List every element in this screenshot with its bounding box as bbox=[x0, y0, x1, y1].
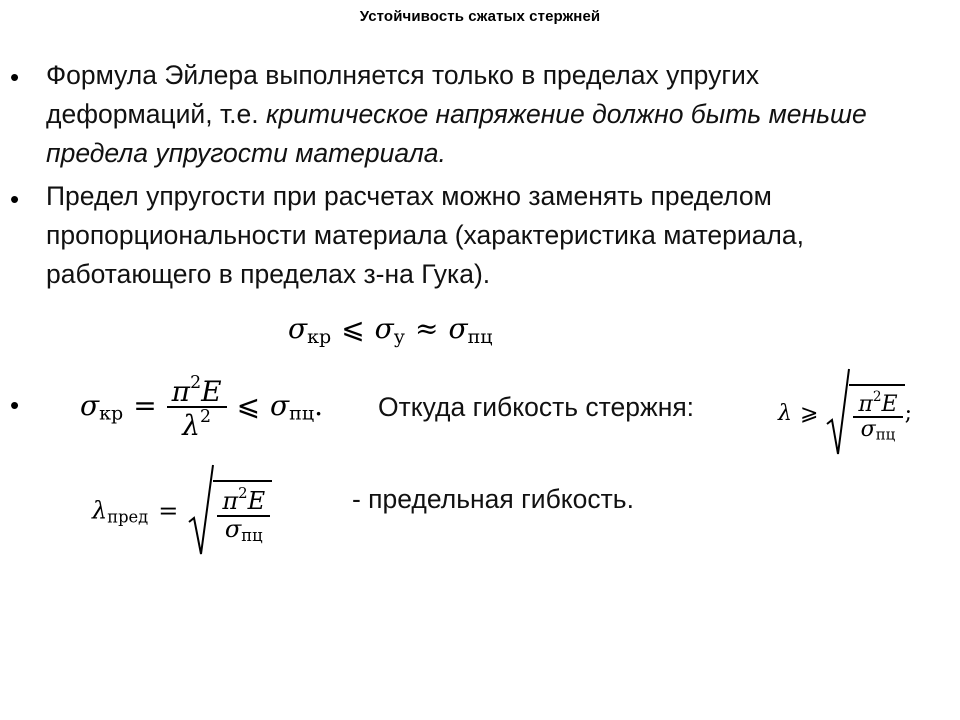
subscript-pc: пц bbox=[875, 426, 896, 445]
radical-sign-icon bbox=[826, 368, 850, 460]
bullet-marker: • bbox=[10, 390, 20, 420]
text-flexibility-from: Откуда гибкость стержня: bbox=[378, 392, 695, 422]
sigma-symbol: σ bbox=[288, 312, 308, 345]
paragraph-italic-text: критическое напряжение должно быть меньше предела упругости материала. bbox=[46, 99, 867, 168]
sigma-symbol: σ bbox=[224, 514, 242, 543]
geq-symbol: ⩾ bbox=[799, 401, 819, 426]
subscript-pc: пц bbox=[289, 402, 315, 425]
sigma-symbol: σ bbox=[860, 417, 876, 443]
radical-sign-icon bbox=[188, 464, 214, 560]
paragraph-proportionality: Предел упругости при расчетах можно заменять пределом пропорциональности материала (характеристика материала, работающего в пределах з-на Гука). bbox=[46, 181, 804, 289]
lambda-symbol: λ bbox=[92, 496, 108, 525]
exponent: 2 bbox=[199, 407, 212, 428]
semicolon-symbol: ; bbox=[904, 401, 913, 426]
formula-flexibility-condition bbox=[778, 368, 912, 460]
subscript-pc: пц bbox=[241, 525, 263, 545]
equals-symbol: = bbox=[158, 496, 179, 525]
slide-title: Устойчивость сжатых стержней bbox=[359, 8, 601, 25]
pi-symbol: π bbox=[222, 487, 239, 516]
bullet-marker: • bbox=[10, 184, 20, 214]
square-root bbox=[826, 368, 904, 460]
exponent: 2 bbox=[190, 373, 202, 393]
exponent: 2 bbox=[872, 389, 882, 406]
equals-symbol: = bbox=[133, 388, 157, 422]
formula-critical-stress bbox=[80, 374, 323, 441]
paragraph-plain-text: Формула Эйлера выполняется только в пределах упругих деформаций, т.е. bbox=[46, 60, 760, 129]
fraction-numerator bbox=[853, 390, 902, 416]
lambda-symbol: λ bbox=[182, 409, 200, 443]
fraction-numerator bbox=[167, 373, 227, 409]
fraction bbox=[217, 486, 270, 544]
subscript-kr: кр bbox=[307, 325, 332, 348]
fraction bbox=[167, 374, 227, 441]
square-root bbox=[188, 464, 272, 560]
sigma-symbol: σ bbox=[448, 312, 468, 345]
subscript-pc: пц bbox=[467, 325, 493, 348]
modulus-symbol: E bbox=[247, 487, 266, 516]
period-symbol: . bbox=[314, 388, 324, 422]
sigma-symbol: σ bbox=[374, 312, 394, 345]
bullet-marker: • bbox=[10, 62, 20, 92]
fraction bbox=[853, 390, 902, 444]
leq-symbol: ⩽ bbox=[341, 312, 365, 345]
subscript-y: у bbox=[393, 325, 405, 348]
pi-symbol: π bbox=[858, 392, 873, 418]
text-limit-flexibility: - предельная гибкость. bbox=[352, 484, 634, 514]
pi-symbol: π bbox=[171, 375, 191, 409]
fraction-denominator bbox=[167, 406, 227, 443]
modulus-symbol: E bbox=[201, 375, 222, 409]
formula-stress-relation bbox=[288, 312, 493, 348]
approx-symbol: ≈ bbox=[415, 312, 439, 345]
subscript-pred: пред bbox=[107, 507, 149, 527]
fraction-denominator bbox=[217, 515, 270, 544]
modulus-symbol: E bbox=[881, 392, 898, 418]
leq-symbol: ⩽ bbox=[236, 388, 261, 422]
sigma-symbol: σ bbox=[270, 388, 290, 422]
radicand bbox=[849, 384, 904, 444]
fraction-numerator bbox=[217, 486, 270, 514]
formula-limit-flexibility bbox=[92, 464, 272, 560]
lambda-symbol: λ bbox=[778, 401, 792, 426]
subscript-kr: кр bbox=[99, 402, 124, 425]
paragraph-euler-limits bbox=[46, 56, 926, 173]
radicand bbox=[213, 480, 272, 544]
exponent: 2 bbox=[238, 484, 248, 503]
sigma-symbol: σ bbox=[80, 388, 100, 422]
fraction-denominator bbox=[853, 416, 902, 443]
